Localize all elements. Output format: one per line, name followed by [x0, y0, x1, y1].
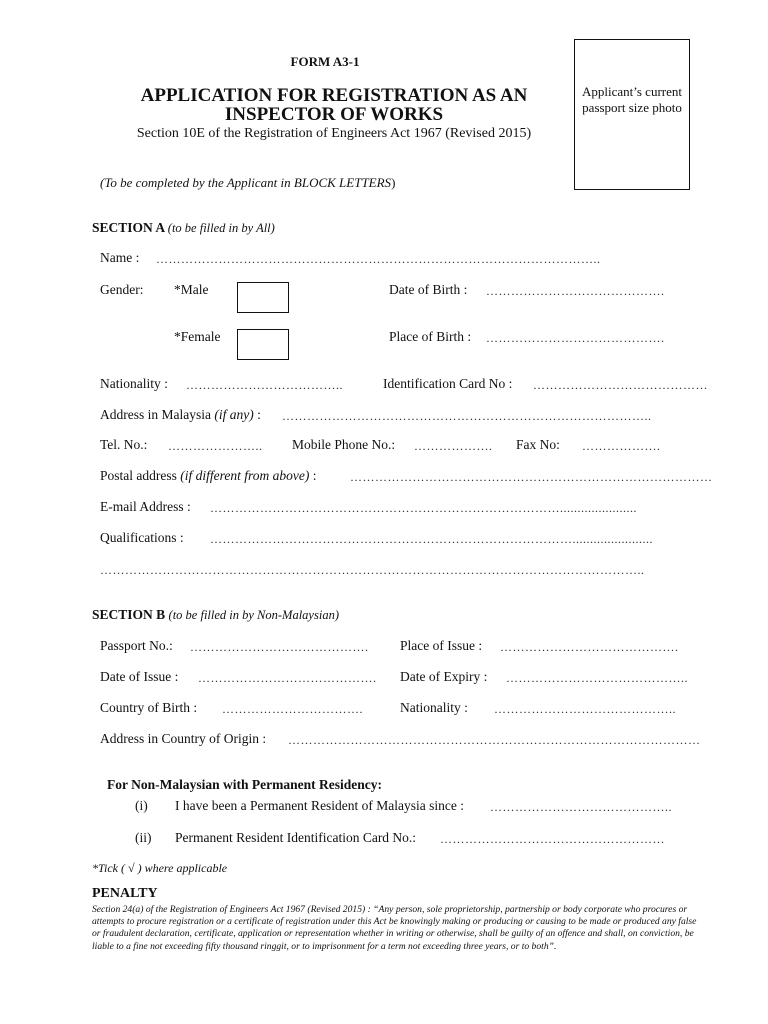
pob-label: Place of Birth :	[389, 329, 472, 344]
section-b-title: SECTION B	[92, 607, 166, 622]
section-b-heading	[92, 607, 339, 623]
male-checkbox[interactable]	[237, 282, 289, 313]
pr-since-field[interactable]: ……………………………………..	[490, 800, 672, 814]
title-line-2: INSPECTOR OF WORKS	[224, 104, 444, 125]
place-issue-field[interactable]: …………………………………….	[500, 640, 679, 654]
postal-label	[100, 468, 316, 484]
tick-note: *Tick ( √ ) where applicable	[92, 861, 228, 875]
gender-label: Gender:	[100, 282, 144, 297]
form-subtitle: Section 10E of the Registration of Engineers Act 1967 (Revised 2015)	[136, 126, 532, 141]
address-origin-label: Address in Country of Origin :	[100, 731, 267, 746]
instruction-open-paren: (	[100, 175, 105, 190]
form-title	[96, 86, 572, 124]
date-expiry-label: Date of Expiry :	[400, 669, 488, 684]
pr-item2-label: Permanent Resident Identification Card No.:	[175, 830, 417, 845]
female-checkbox[interactable]	[237, 329, 289, 360]
female-label: *Female	[174, 329, 221, 344]
postal-field[interactable]: ……………………………………………………………………………	[350, 470, 713, 484]
address-label	[100, 407, 261, 423]
title-line-1: APPLICATION FOR REGISTRATION AS AN	[140, 85, 528, 106]
fax-field[interactable]: ……………….	[582, 439, 661, 453]
address-field[interactable]: ……………………………………………………………………………..	[282, 409, 652, 423]
mobile-label: Mobile Phone No.:	[292, 437, 396, 452]
postal-label-text: Postal address	[100, 468, 177, 483]
pr-item2-number: (ii)	[135, 830, 152, 845]
date-issue-label: Date of Issue :	[100, 669, 179, 684]
section-a-heading	[92, 220, 275, 236]
dob-label: Date of Birth :	[389, 282, 468, 297]
qualifications-extra-line[interactable]: …………………………………………………………………………………………………………………..	[100, 563, 645, 577]
pr-heading: For Non-Malaysian with Permanent Residency:	[107, 777, 382, 792]
email-label: E-mail Address :	[100, 499, 191, 514]
nationality-b-field[interactable]: ……………………………………..	[494, 702, 676, 716]
fax-label: Fax No:	[516, 437, 560, 452]
dob-field[interactable]: …………………………………….	[486, 284, 665, 298]
ic-field[interactable]: ……………………………………	[533, 378, 708, 392]
nationality-field[interactable]: ………………………………..	[186, 378, 343, 392]
mobile-field[interactable]: ……………….	[414, 439, 493, 453]
instruction-text: To be completed by the Applicant in BLOCK LETTERS	[104, 175, 392, 190]
country-birth-field[interactable]: …………………………….	[222, 702, 363, 716]
address-label-note: (if any)	[214, 407, 254, 422]
section-b-note: (to be filled in by Non-Malaysian)	[168, 608, 339, 622]
place-issue-label: Place of Issue :	[400, 638, 483, 653]
instruction-note	[100, 175, 395, 191]
tel-label: Tel. No.:	[100, 437, 148, 452]
date-issue-field[interactable]: …………………………………….	[198, 671, 377, 685]
passport-field[interactable]: …………………………………….	[190, 640, 369, 654]
qualifications-field[interactable]: …………………………………………………………………………….......................	[210, 532, 653, 546]
qualifications-label: Qualifications :	[100, 530, 184, 545]
instruction-close-paren: )	[391, 175, 396, 190]
form-id: FORM A3-1	[290, 54, 360, 69]
email-field[interactable]: …………………………………………………………………………......................	[210, 501, 637, 515]
pob-field[interactable]: …………………………………….	[486, 331, 665, 345]
penalty-heading: PENALTY	[92, 886, 158, 901]
tel-field[interactable]: …………………..	[168, 439, 263, 453]
photo-label: Applicant’s current passport size photo	[582, 84, 682, 115]
ic-label: Identification Card No :	[383, 376, 513, 391]
postal-label-colon: :	[312, 468, 317, 483]
nationality-label: Nationality :	[100, 376, 168, 391]
male-label: *Male	[174, 282, 209, 297]
date-expiry-field[interactable]: ……………………………………..	[506, 671, 688, 685]
address-origin-field[interactable]: ………………………………………………………………………………………	[288, 733, 701, 747]
section-a-title: SECTION A	[92, 220, 165, 235]
country-birth-label: Country of Birth :	[100, 700, 198, 715]
address-label-text: Address in Malaysia	[100, 407, 211, 422]
pr-item1-number: (i)	[135, 798, 148, 813]
postal-label-note: (if different from above)	[180, 468, 310, 483]
name-field[interactable]: ……………………………………………………………………………………………..	[156, 252, 601, 266]
passport-label: Passport No.:	[100, 638, 173, 653]
pr-ic-field[interactable]: ………………………………………………	[440, 832, 665, 846]
name-label: Name :	[100, 250, 140, 265]
section-a-note: (to be filled in by All)	[167, 221, 275, 235]
penalty-text: Section 24(a) of the Registration of Engineers Act 1967 (Revised 2015) : “Any person, sole proprietorship, partnership or body corporate who procures or attempts to procure registration or a certificate of registration under this Act be knowingly making or producing or causing to be made or produced any false or fraudulent declaration, certificate, application or representation whether in writing or otherwise, shall be guilty of an offence and shall, on conviction, be liable to a fine not exceeding fifty thousand ringgit, or to imprisonment for a term not exceeding three years, or to both”.	[92, 904, 697, 952]
address-label-colon: :	[257, 407, 261, 422]
pr-item1-label: I have been a Permanent Resident of Malaysia since :	[175, 798, 465, 813]
passport-photo-box[interactable]	[574, 39, 690, 190]
nationality-b-label: Nationality :	[400, 700, 468, 715]
